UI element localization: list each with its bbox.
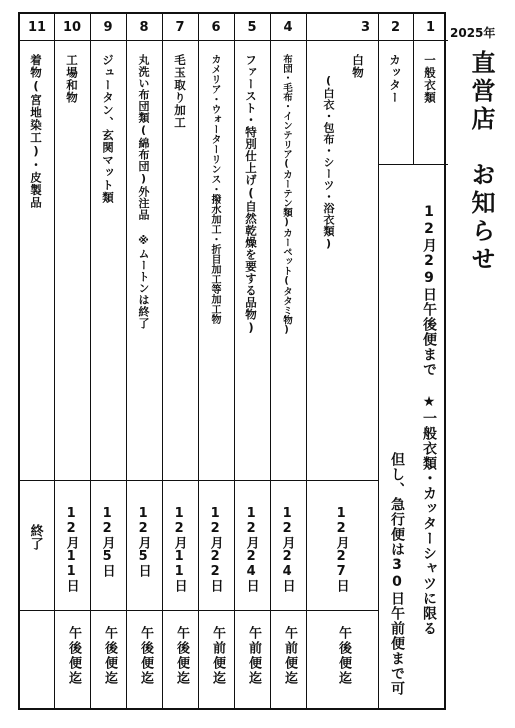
row-number: 3	[360, 20, 370, 35]
row-number: 1	[425, 20, 436, 35]
deadline-date: 12月27日	[333, 506, 349, 592]
deadline-date: 12月22日	[207, 506, 223, 592]
row-number: 6	[211, 20, 221, 35]
notice-sub: 但し、急行便は30日午前便まで可	[389, 452, 405, 696]
row-number: 7	[175, 20, 185, 35]
item-label: 丸洗い布団類(綿布団)外注品 ※ムートンは終了	[137, 54, 150, 329]
row-number: 11	[27, 20, 47, 35]
row-number: 5	[247, 20, 257, 35]
deadline-date: 12月24日	[279, 506, 295, 592]
item-label: カメリア・ウォーターリンス・撥水加工・折目加工等加工物	[209, 54, 220, 324]
deadline-time: 午前便迄	[246, 626, 261, 686]
deadline-date: 12月11日	[63, 506, 79, 592]
deadline-time: 午前便迄	[210, 626, 225, 686]
item-label: 毛玉取り加工	[173, 54, 187, 129]
item-label: 一般衣類	[423, 54, 437, 104]
notice-main: 12月29日午後便まで ★一般衣類・カッターシャツに限る	[421, 204, 437, 636]
row-number: 9	[103, 20, 113, 35]
row-number: 4	[283, 20, 293, 35]
deadline-time: 午後便迄	[174, 626, 189, 686]
deadline-date: 12月11日	[171, 506, 187, 592]
deadline-time: 午後便迄	[102, 626, 117, 686]
item-sublabel: (白衣・包布・シーツ・浴衣類)	[322, 74, 335, 251]
deadline-time: 午後便迄	[138, 626, 153, 686]
deadline-date: 12月5日	[99, 506, 115, 577]
item-label: 工場和物	[65, 54, 79, 104]
deadline-time: 午後便迄	[336, 626, 351, 686]
page-subtitle: お知らせ	[467, 162, 495, 274]
schedule-table	[18, 12, 446, 710]
row-number: 2	[390, 20, 401, 35]
item-label: ジュータン、玄関マット類	[101, 54, 115, 204]
deadline-date: 12月5日	[135, 506, 151, 577]
row-number: 8	[139, 20, 149, 35]
item-label: 着物(宮地染工)・皮製品	[29, 54, 43, 209]
item-label: 布団・毛布・インテリア(カーテン類)カーペット(タタミ物)	[281, 54, 292, 336]
item-label: ファースト・特別仕上げ(自然乾燥を要する品物)	[244, 54, 258, 335]
deadline-date: 12月24日	[243, 506, 259, 592]
row-number: 10	[62, 20, 82, 35]
deadline-time: 午後便迄	[66, 626, 81, 686]
page-title: 直営店	[467, 50, 495, 134]
item-label: カッター	[388, 54, 402, 104]
deadline-date: 終了	[27, 524, 43, 550]
item-label: 白物	[351, 54, 365, 79]
deadline-time: 午前便迄	[282, 626, 297, 686]
year-label: 2025年	[450, 26, 496, 40]
